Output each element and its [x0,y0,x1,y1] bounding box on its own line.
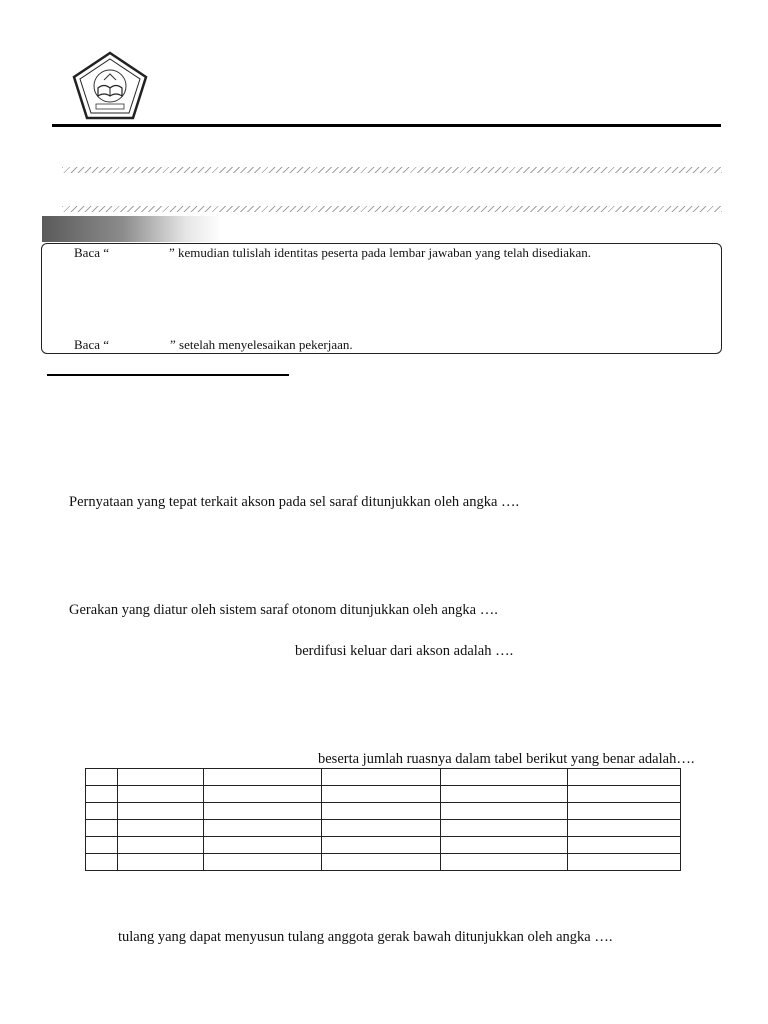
table-cell [441,820,568,837]
table-cell [568,820,681,837]
table-cell [86,769,118,786]
table-cell [204,837,322,854]
table-cell [118,769,204,786]
table-cell [204,854,322,871]
table-cell [322,769,441,786]
instructions-header-bar [42,216,222,242]
section-rule [47,374,289,376]
table-cell [322,854,441,871]
table-cell [568,769,681,786]
table-cell [118,854,204,871]
table-cell [204,820,322,837]
table-cell [118,786,204,803]
table-cell [86,837,118,854]
table-cell [86,803,118,820]
instruction-line-1-prefix: Baca “ [74,245,110,260]
question-4-text: beserta jumlah ruasnya dalam tabel berikut yang benar adalah…. [318,751,695,767]
table-cell [568,837,681,854]
table-cell [86,786,118,803]
table-cell [322,803,441,820]
table-cell [568,854,681,871]
table-cell [441,854,568,871]
school-emblem-logo [70,50,150,122]
table-cell [118,803,204,820]
question-5-text: tulang yang dapat menyusun tulang anggota gerak bawah ditunjukkan oleh angka …. [118,929,613,945]
table-cell [86,820,118,837]
table-cell [322,786,441,803]
instruction-line-2-suffix: ” setelah menyelesaikan pekerjaan. [170,337,353,352]
question-3-text: berdifusi keluar dari akson adalah …. [295,643,514,659]
table-cell [568,786,681,803]
table-cell [204,769,322,786]
table-cell [204,803,322,820]
instruction-line-2-prefix: Baca “ [74,337,110,352]
instruction-line-1-suffix: ” kemudian tulislah identitas peserta pada lembar jawaban yang telah disediakan. [169,245,591,260]
table-cell [86,854,118,871]
answer-options-table [85,768,681,871]
table-cell [204,786,322,803]
dotted-fill-line-1 [62,167,722,173]
table-row [86,837,681,854]
table-cell [441,769,568,786]
table-cell [322,837,441,854]
table-cell [441,803,568,820]
table-cell [568,803,681,820]
table-cell [441,837,568,854]
table-row [86,820,681,837]
table-row [86,769,681,786]
table-row [86,803,681,820]
table-cell [118,837,204,854]
table-cell [118,820,204,837]
question-2-text: Gerakan yang diatur oleh sistem saraf otonom ditunjukkan oleh angka …. [69,602,498,618]
table-cell [441,786,568,803]
table-row [86,854,681,871]
dotted-fill-line-2 [62,206,722,212]
table-row [86,786,681,803]
table-cell [322,820,441,837]
header-rule [52,124,721,127]
question-1-text: Pernyataan yang tepat terkait akson pada sel saraf ditunjukkan oleh angka …. [69,494,520,510]
